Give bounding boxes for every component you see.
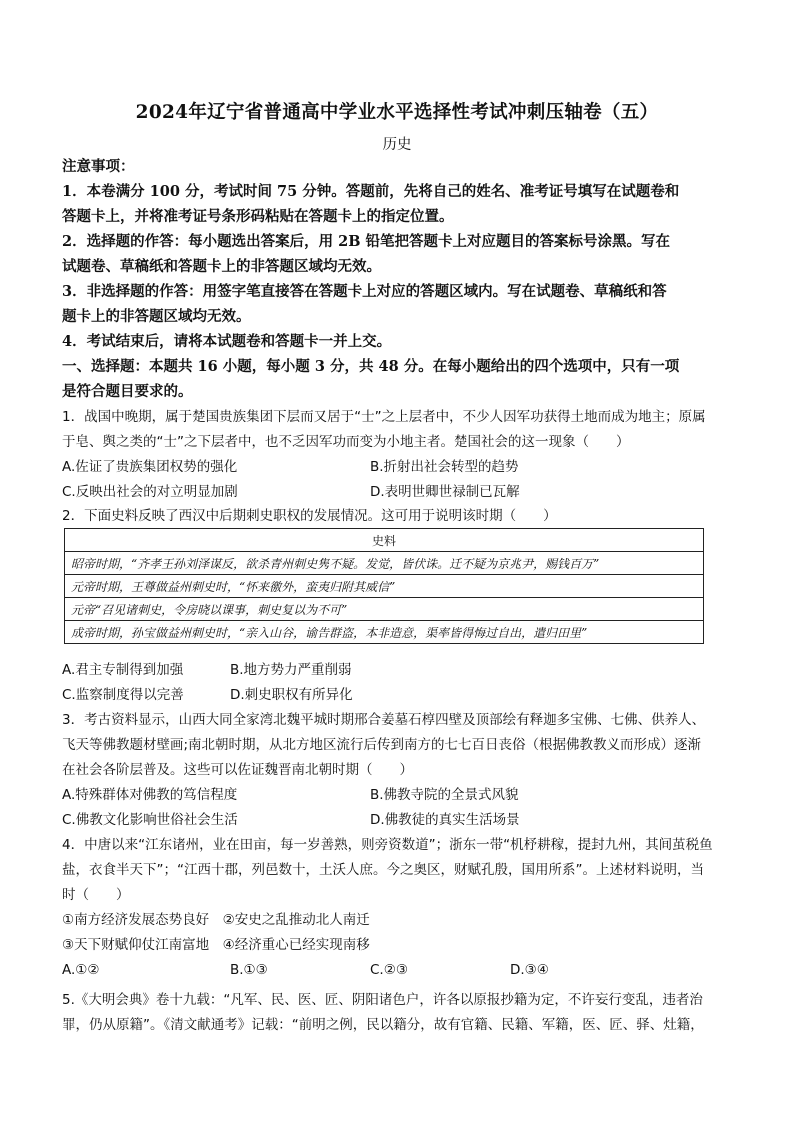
q4-statements-2: ③天下财赋仰仗江南富地 ④经济重心已经实现南移 <box>62 937 370 953</box>
q2-option-c: C.监察制度得以完善 <box>62 687 184 703</box>
note-1-line-1: 1．本卷满分 100 分，考试时间 75 分钟。答题前，先将自己的姓名、准考证号填写在试题卷和 <box>62 183 680 200</box>
q3-stem-line-2: 飞天等佛教题材壁画;南北朝时期，从北方地区流行后传到南方的七七百日丧俗（根据佛教教义而形成）逐渐 <box>62 737 702 753</box>
note-3-line-1: 3．非选择题的作答：用签字笔直接答在答题卡上对应的答题区域内。写在试题卷、草稿纸和答 <box>62 283 667 300</box>
q4-statements-1: ①南方经济发展态势良好 ②安史之乱推动北人南迁 <box>62 912 370 928</box>
q4-stem-line-1: 4．中唐以来“江东诸州，业在田亩，每一岁善熟，则旁资数道”；浙东一带“机杼耕稼，提封九州，其间茧税鱼 <box>62 837 713 853</box>
q2-table-row: 元帝时期，王尊做益州刺史时，“怀来徼外，蛮夷归附其威信” <box>65 575 704 598</box>
q3-stem-line-3: 在社会各阶层普及。这些可以佐证魏晋南北朝时期（ ） <box>62 762 413 778</box>
q5-stem-line-1: 5.《大明会典》卷十九载：“凡军、民、医、匠、阴阳诸色户，许各以原报抄籍为定，不许妄行变乱，违者治 <box>62 992 703 1008</box>
note-4: 4．考试结束后，请将本试题卷和答题卡一并上交。 <box>62 333 392 350</box>
section-1-heading: 一、选择题：本题共 16 小题，每小题 3 分，共 48 分。在每小题给出的四个选项中，只有一项 <box>62 358 680 375</box>
q4-option-d: D.③④ <box>510 962 549 978</box>
q3-option-d: D.佛教徒的真实生活场景 <box>370 812 520 828</box>
subject-label: 历史 <box>382 137 412 153</box>
q3-option-b: B.佛教寺院的全景式风貌 <box>370 787 519 803</box>
q4-stem-line-3: 时（ ） <box>62 887 130 903</box>
q4-option-c: C.②③ <box>370 962 408 978</box>
q1-stem-line-1: 1．战国中晚期，属于楚国贵族集团下层而又居于“士”之上层者中，不少人因军功获得土地而成为地主；原属 <box>62 409 706 425</box>
q4-option-b: B.①③ <box>230 962 268 978</box>
q2-option-b: B.地方势力严重削弱 <box>230 662 352 678</box>
q1-stem-line-2: 于皂、舆之类的“士”之下层者中，也不乏因军功而变为小地主者。楚国社会的这一现象（ ） <box>62 434 630 450</box>
note-1-line-2: 答题卡上，并将准考证号条形码粘贴在答题卡上的指定位置。 <box>62 208 454 225</box>
q2-table-row: 昭帝时期，“齐孝王孙刘泽谋反，欲杀青州刺史隽不疑。发觉，皆伏诛。迁不疑为京兆尹，赐钱百万” <box>65 552 704 575</box>
q3-option-c: C.佛教文化影响世俗社会生活 <box>62 812 238 828</box>
q2-option-d: D.刺史职权有所异化 <box>230 687 353 703</box>
note-3-line-2: 题卡上的非答题区域均无效。 <box>62 308 251 325</box>
q3-option-a: A.特殊群体对佛教的笃信程度 <box>62 787 238 803</box>
q2-table-row: 成帝时期，孙宝做益州刺史时，“亲入山谷，谕告群盗，本非造意，渠率皆得悔过自出，遣归田里” <box>65 621 704 644</box>
section-1-heading-cont: 是符合题目要求的。 <box>62 383 193 400</box>
q1-option-b: B.折射出社会转型的趋势 <box>370 459 519 475</box>
q1-option-a: A.佐证了贵族集团权势的强化 <box>62 459 238 475</box>
q4-option-a: A.①② <box>62 962 100 978</box>
q5-stem-line-2: 罪，仍从原籍”。《清文献通考》记载：“前明之例，民以籍分，故有官籍、民籍、军籍，医、匠、驿、灶籍， <box>62 1017 704 1033</box>
q1-option-c: C.反映出社会的对立明显加剧 <box>62 484 238 500</box>
q2-option-a: A.君主专制得到加强 <box>62 662 184 678</box>
q4-stem-line-2: 盐，衣食半天下”；“江西十郡，列邑数十，土沃人庶。今之奥区，财赋孔殷，国用所系”。上述材料说明，当 <box>62 862 704 878</box>
q3-stem-line-1: 3．考古资料显示，山西大同全家湾北魏平城时期邢合姜墓石椁四壁及顶部绘有释迦多宝佛、七佛、供养人、 <box>62 712 706 728</box>
notes-heading: 注意事项： <box>62 158 135 175</box>
note-2-line-1: 2．选择题的作答：每小题选出答案后，用 2B 铅笔把答题卡上对应题目的答案标号涂黑。写在 <box>62 233 671 250</box>
page-title: 2024年辽宁省普通高中学业水平选择性考试冲刺压轴卷（五） <box>135 102 659 123</box>
q2-table-row: 元帝“召见诸刺史，令房晓以课事，刺史复以为不可” <box>65 598 704 621</box>
q1-option-d: D.表明世卿世禄制已瓦解 <box>370 484 520 500</box>
note-2-line-2: 试题卷、草稿纸和答题卡上的非答题区域均无效。 <box>62 258 381 275</box>
q2-stem: 2．下面史料反映了西汉中后期刺史职权的发展情况。这可用于说明该时期（ ） <box>62 508 557 524</box>
q2-source-table <box>64 528 704 644</box>
q2-table-header: 史料 <box>65 529 704 552</box>
